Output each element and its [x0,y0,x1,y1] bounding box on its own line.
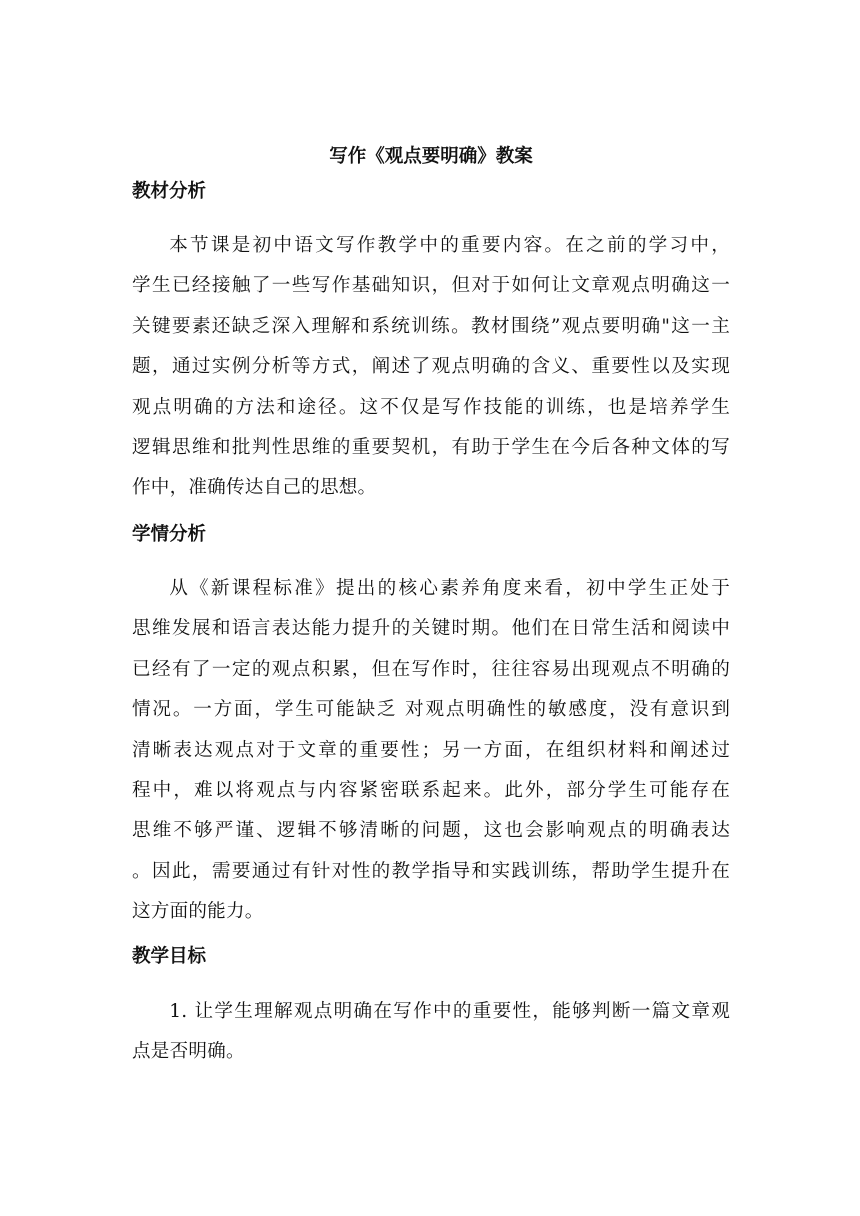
paragraph-line: 这方面的能力。 [132,901,264,923]
paragraph-line: 点是否明确。 [132,1041,245,1063]
paragraph-line: 1. 让学生理解观点明确在写作中的重要性，能够判断一篇文章观 [169,1001,730,1022]
document-title: 写作《观点要明确》教案 [329,146,533,167]
section-heading-student-analysis: 学情分析 [132,524,207,545]
paragraph-student-analysis [132,569,730,933]
section-heading-textbook-analysis: 教材分析 [132,181,207,202]
paragraph-line: 清晰表达观点对于文章的重要性；另一方面，在组织材料和阐述过 [132,739,730,761]
paragraph-teaching-goals [132,992,730,1073]
paragraph-line: 本节课是初中语文写作教学中的重要内容。在之前的学习中， [169,235,730,256]
paragraph-line: 关键要素还缺乏深入理解和系统训练。教材围绕”观点要明确"这一主 [132,315,730,337]
paragraph-line: 学生已经接触了一些写作基础知识，但对于如何让文章观点明确这一 [132,275,730,297]
paragraph-line: 作中，准确传达自己的思想。 [132,477,377,499]
paragraph-line: 思维不够严谨、逻辑不够清晰的问题，这也会影响观点的明确表达 [132,820,730,842]
paragraph-line: 题，通过实例分析等方式，阐述了观点明确的含义、重要性以及实现 [132,356,730,378]
paragraph-line: 程中，难以将观点与内容紧密联系起来。此外，部分学生可能存在 [132,780,730,802]
section-heading-teaching-goals: 教学目标 [132,946,207,967]
paragraph-line: 。因此，需要通过有针对性的教学指导和实践训练，帮助学生提升在 [132,860,730,882]
paragraph-line: 观点明确的方法和途径。这不仅是写作技能的训练，也是培养学生 [132,396,730,418]
paragraph-line: 情况。一方面，学生可能缺乏 对观点明确性的敏感度，没有意识到 [132,699,730,721]
paragraph-line: 思维发展和语言表达能力提升的关键时期。他们在日常生活和阅读中 [132,618,730,640]
paragraph-line: 逻辑思维和批判性思维的重要契机，有助于学生在今后各种文体的写 [132,437,730,459]
paragraph-textbook-analysis [132,226,730,509]
paragraph-line: 从《新课程标准》提出的核心素养角度来看，初中学生正处于 [169,578,730,599]
paragraph-line: 已经有了一定的观点积累，但在写作时，往往容易出现观点不明确的 [132,658,730,680]
